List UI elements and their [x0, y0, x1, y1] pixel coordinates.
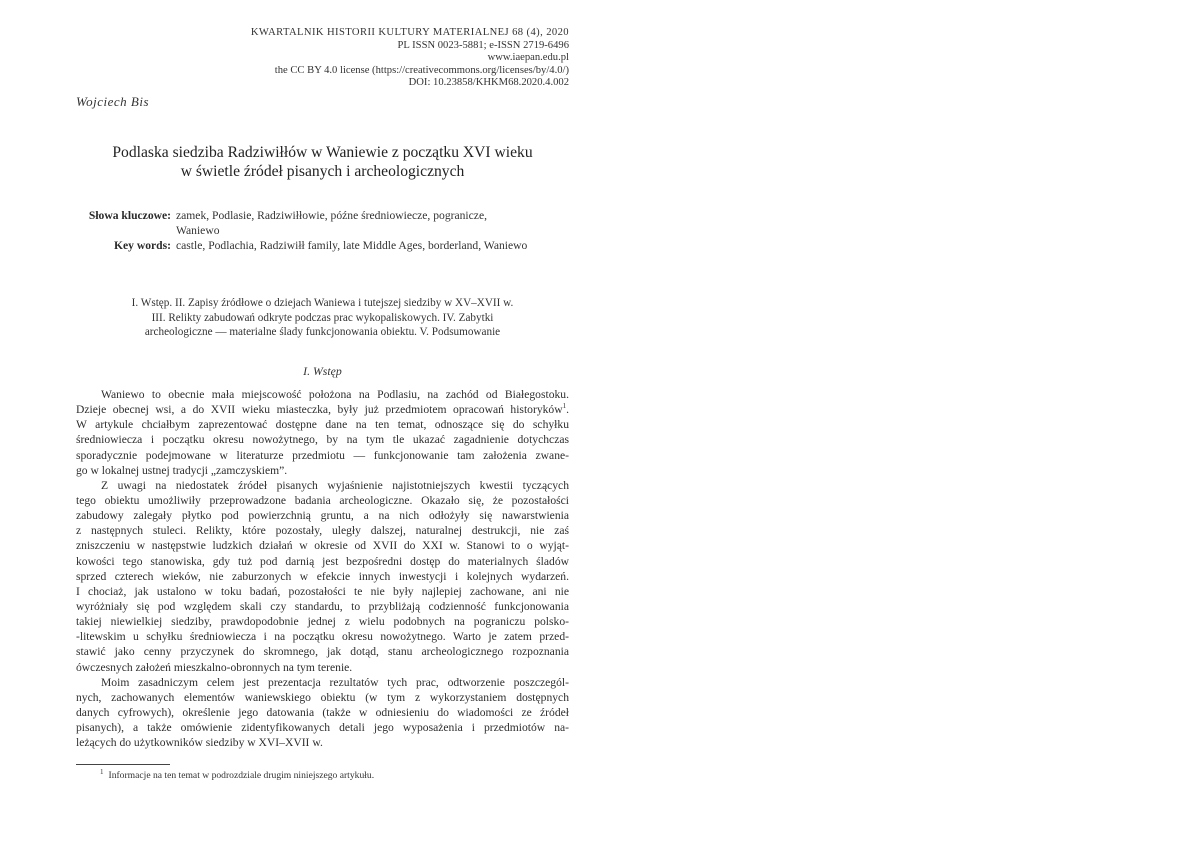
body-line: leżących do użytkowników siedziby w XVI–XVII w. [76, 736, 323, 750]
body-line: nych, zachowanych elementów waniewskiego obiektu (w tym z wykorzystaniem dostępnych [76, 690, 569, 704]
body-line: kowości tego stanowiska, gdy tuż pod darnią jest bezpośredni dostęp do materialnych śladów [76, 554, 569, 568]
body-line: tego obiektu umożliwiły przeprowadzone badania archeologiczne. Okazało się, że pozostałości [76, 493, 569, 507]
toc-line-1: I. Wstęp. II. Zapisy źródłowe o dziejach Waniewa i tutejszej siedziby w XV–XVII w. [131, 297, 514, 309]
title-line-2: w świetle źródeł pisanych i archeologicznych [180, 163, 465, 180]
website-line: www.iaepan.edu.pl [487, 52, 569, 64]
body-line: takiej niewielkiej siedziby, prawdopodobnie jednej z wielu podobnych na pograniczu polsko- [76, 615, 569, 629]
body-line: średniowiecza i początku okresu nowożytnego, by na tym tle ukazać zagadnienie dotychczas [76, 433, 569, 447]
body-line: go w lokalnej ustnej tradycji „zamczyskiem”. [76, 463, 288, 477]
footnote-text: Informacje na ten temat w podrozdziale drugim niniejszego artykułu. [108, 770, 375, 781]
body-line: wyróżniały się pod względem skali czy standardu, to przybliżają codzienność funkcjonowania [76, 599, 569, 613]
keywords-pl-label: Słowa kluczowe: [88, 209, 171, 222]
body-line: stawić jako cenny przyczynek do skromnego, jak dotąd, stanu archeologicznego rozpoznania [76, 645, 569, 659]
keywords-en-value: castle, Podlachia, Radziwiłł family, late Middle Ages, borderland, Waniewo [176, 239, 528, 253]
license-line: the CC BY 4.0 license (https://creativecommons.org/licenses/by/4.0/) [274, 64, 569, 76]
article-title [76, 143, 569, 181]
footnote [100, 767, 375, 781]
body-line: sprzed czterech wieków, nie zaburzonych w efekcie innych inwestycji i kolejnych wydarzeń. [76, 569, 569, 583]
body-line: I chociaż, jak ustalono w toku badań, pozostałości te nie były najlepiej zachowane, ani nie [76, 584, 569, 598]
body-line: Z uwagi na niedostatek źródeł pisanych wyjaśnienie najistotniejszych kwestii tyczących [101, 478, 569, 492]
title-line-1: Podlaska siedziba Radziwiłłów w Waniewie z początku XVI wieku [112, 144, 533, 161]
keywords-pl-value: zamek, Podlasie, Radziwiłłowie, późne średniowiecze, pogranicze, Waniewo [176, 209, 487, 238]
body-line: -litewskim u schyłku średniowiecza i na początku okresu nowożytnego. Warto je zatem przed- [76, 630, 569, 644]
footnote-marker: 1 [562, 402, 567, 411]
footnote-divider [76, 764, 170, 765]
keywords-en-label: Key words: [114, 239, 171, 253]
keywords-pl-row [76, 208, 569, 238]
doi-line: DOI: 10.23858/KHKM68.2020.4.002 [408, 77, 569, 89]
journal-name: KWARTALNIK HISTORII KULTURY MATERIALNEJ 68 (4), 2020 [250, 27, 569, 38]
keywords-en-row [76, 238, 569, 253]
body-line: danych cyfrowych), określenie jego datowania (także w odniesieniu do wiadomości ze źródeł [76, 705, 569, 719]
journal-header [76, 27, 569, 90]
body-line: Moim zasadniczym celem jest prezentacja rezultatów tych prac, odtworzenie poszczegól- [101, 675, 569, 689]
body-text [76, 387, 569, 750]
body-line: z następnych stuleci. Relikty, które pozostały, uległy dalszej, naturalnej destrukcji, nie zaś [76, 524, 569, 538]
body-line: zniszczeniu w następstwie ludzkich działań w okresie od XVII do XXI w. Stanowi to o wyjąt- [76, 539, 569, 553]
footnote-number: 1 [100, 767, 104, 776]
author-name: Wojciech Bis [76, 94, 150, 109]
keywords-block [76, 208, 569, 254]
body-line: ówczesnych założeń mieszkalno-obronnych na tym terenie. [76, 660, 353, 674]
body-line: zabudowy zalegały płytko pod powierzchnią gruntu, a na nich odłożyły się nawarstwienia [76, 509, 569, 523]
toc-line-3: archeologiczne — materialne ślady funkcjonowania obiektu. V. Podsumowanie [144, 326, 501, 339]
body-line: Dzieje obecnej wsi, a do XVII wieku miasteczka, były już przedmiotem opracowań historyków$^1$. [76, 402, 569, 417]
toc-line-2: III. Relikty zabudowań odkryte podczas prac wykopaliskowych. IV. Zabytki [151, 311, 494, 324]
issn-line: PL ISSN 0023-5881; e-ISSN 2719-6496 [397, 39, 569, 51]
body-line-text: Dzieje obecnej wsi, a do XVII wieku miasteczka, były już przedmiotem opracowań historyków [76, 403, 563, 417]
section-heading: I. Wstęp [303, 364, 342, 378]
body-line: sporadycznie podejmowane w literaturze przedmiotu — funkcjonowanie tam założenia zwane- [76, 448, 569, 462]
body-line: W artykule chciałbym zaprezentować dostępne dane na ten temat, odnoszące się do schyłku [76, 418, 569, 432]
body-line: Waniewo to obecnie mała miejscowość położona na Podlasiu, na zachód od Białegostoku. [101, 388, 569, 401]
body-line: pisanych), a także omówienie zidentyfikowanych detali jego wyposażenia i przedmiotów na- [76, 721, 569, 735]
table-of-contents [76, 296, 569, 340]
